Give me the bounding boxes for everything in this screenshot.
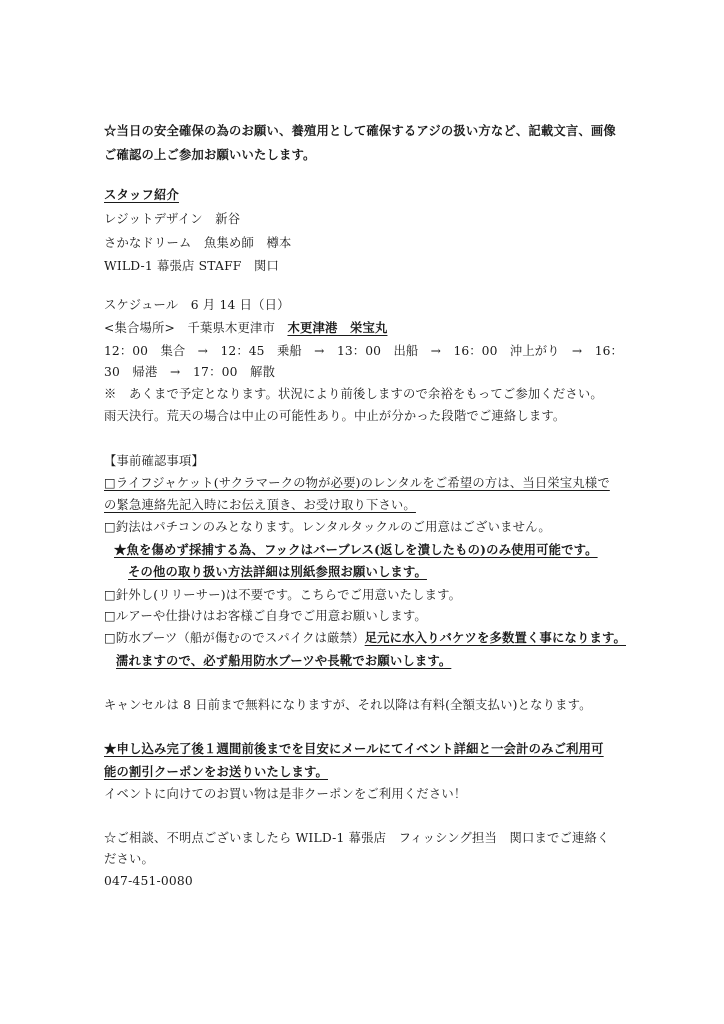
life-jacket-line-2: の緊急連絡先記入時にお伝え頂き、お受け取り下さい。 (104, 498, 416, 512)
life-jacket-line-1: □ライフジャケット(サクラマークの物が必要)のレンタルをご希望の方は、当日栄宝丸様で (104, 476, 610, 490)
lures-line: □ルアーや仕掛けはお客様ご自身でご用意お願いします。 (104, 609, 427, 623)
schedule-heading: スケジュール 6 月 14 日（日） (104, 298, 290, 312)
staff-member-1: レジットデザイン 新谷 (104, 212, 241, 226)
meeting-place: 木更津港 栄宝丸 (287, 320, 388, 335)
staff-heading: スタッフ紹介 (104, 187, 179, 202)
meeting-place-line (104, 320, 387, 336)
staff-member-2: さかなドリーム 魚集め師 樽本 (104, 236, 292, 250)
boots-line-1 (104, 630, 626, 646)
schedule-note-2: 雨天決行。荒天の場合は中止の可能性あり。中止が分かった段階でご連絡します。 (104, 409, 566, 423)
contact-line-2: ださい。 (104, 852, 154, 866)
schedule-note-1: ※ あくまで予定となります。状況により前後しますので余裕をもってご参加ください。 (104, 387, 603, 401)
staff-member-3: WILD-1 幕張店 STAFF 関口 (104, 259, 280, 273)
schedule-times-1: 12：00 集合 → 12：45 乗船 → 13：00 出船 → 16：00 沖上がり → 16： (104, 344, 623, 358)
checks-heading: 【事前確認事項】 (104, 454, 204, 468)
tackle-line: □釣法はパチコンのみとなります。レンタルタックルのご用意はございません。 (104, 520, 551, 534)
releaser-line: □針外し(リリーサー)は不要です。こちらでご用意いたします。 (104, 588, 462, 602)
handling-line: その他の取り扱い方法詳細は別紙参照お願いします。 (128, 564, 427, 579)
boots-line-2: 濡れますので、必ず船用防水ブーツや長靴でお願いします。 (116, 653, 452, 668)
coupon-line-3: イベントに向けてのお買い物は是非クーポンをご利用ください！ (104, 787, 467, 801)
cancel-policy: キャンセルは 8 日前まで無料になりますが、それ以降は有料(全額支払い)となります。 (104, 698, 592, 712)
meeting-label: <集合場所> 千葉県木更津市 (104, 321, 288, 335)
coupon-line-2: 能の割引クーポンをお送りいたします。 (104, 764, 328, 779)
boots-plain: □防水ブーツ（船が傷むのでスパイクは厳禁） (104, 631, 365, 645)
coupon-line-1: ★申し込み完了後１週間前後までを目安にメールにてイベント詳細と一会計のみご利用可 (104, 741, 604, 756)
intro-line-1: ☆当日の安全確保の為のお願い、養殖用として確保するアジの扱い方など、記載文言、画像 (104, 123, 616, 138)
intro-line-2: ご確認の上ご参加お願いいたします。 (104, 147, 316, 162)
boots-bold: 足元に水入りバケツを多数置く事になります。 (364, 630, 626, 645)
contact-line-1: ☆ご相談、不明点ございましたら WILD-1 幕張店 フィッシング担当 関口までご連絡く (104, 831, 610, 845)
schedule-times-2: 30 帰港 → 17：00 解散 (104, 365, 276, 379)
hook-rule-line: ★魚を傷めず採捕する為、フックはバーブレス(返しを潰したもの)のみ使用可能です。 (114, 542, 598, 557)
contact-phone: 047-451-0080 (104, 874, 193, 888)
